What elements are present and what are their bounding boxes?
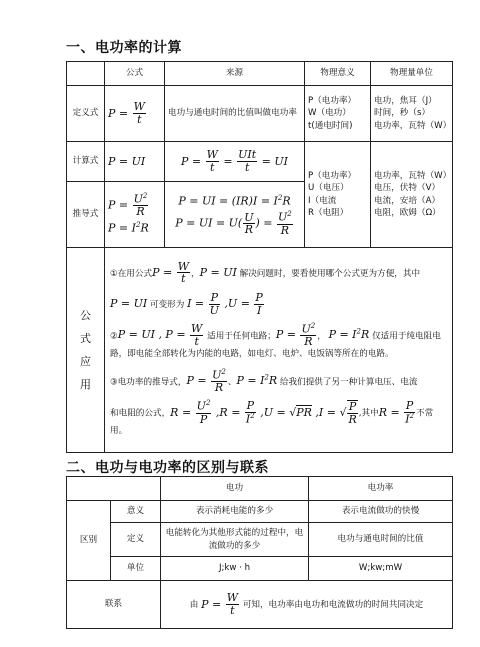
row-label-definition: 定义式 [67, 86, 105, 142]
link-label: 联系 [67, 581, 161, 629]
header-formula: 公式 [105, 62, 165, 86]
corner-cell [67, 62, 105, 86]
header-source: 来源 [165, 62, 305, 86]
row-label-meaning: 意义 [111, 501, 161, 523]
app-paragraph-3: ③电功率的推导式，P = $\frac{U^2}{R}$ 、$P = I^2R$ 给我们提供了另一种计算电压、电流 [110, 367, 418, 394]
section-2-title: 二、电功与电功率的区别与联系 [66, 460, 269, 476]
header-meaning: 物理意义 [305, 62, 371, 86]
work-definition: 电能转化为其他形式能的过程中，电流做功的多少 [161, 523, 309, 557]
work-vs-power-table [66, 476, 453, 629]
row-label-calculation: 计算式 [67, 142, 105, 182]
power-calculation-table [66, 61, 453, 453]
application-label: 公 式 应 用 [67, 248, 105, 453]
power-meaning: 表示电流做功的快慢 [309, 501, 453, 523]
difference-label: 区别 [67, 501, 111, 581]
app-paragraph-1: ①在用公式P = $\frac{W}{t}$ ，P = UI 解决问题时，要看使用哪个公式更为方便，其中 [110, 259, 421, 286]
app-paragraph-2: ②P = UI , P = $\frac{W}{t}$ 适用于任何电路；P = $\frac{U^2}{R}$ ， $P = I^2R$ 仅适用于纯电阻电路，即电能全部转化为内能的电路，如电灯、电炉、电饭锅等所在的电路。 [110, 322, 441, 359]
work-unit: J;kw · h [161, 557, 309, 581]
row-label-derived: 推导式 [67, 182, 105, 248]
header-power: 电功率 [309, 477, 453, 501]
row-label-definition-2: 定义 [111, 523, 161, 557]
definition-meaning: P（电功率） W（电功） t(通电时间) [305, 86, 371, 142]
work-meaning: 表示消耗电能的多少 [161, 501, 309, 523]
definition-units: 电功，焦耳（J） 时间，秒（s） 电功率，瓦特（W） [371, 86, 453, 142]
power-unit: W;kw;mW [309, 557, 453, 581]
power-definition: 电功与通电时间的比值 [309, 523, 453, 557]
definition-source: 电功与通电时间的比值叫做电功率 [165, 86, 305, 142]
app-paragraph-1b: P = UI 可变形为 I = $\frac{P}{U}$ ,U = $\frac{P}{I}$ [110, 290, 263, 317]
corner-cell-2 [67, 477, 161, 501]
header-unit: 物理量单位 [371, 62, 453, 86]
app-paragraph-3b: 和电阻的公式，R = $\frac{U^2}{P}$ ,R = $\frac{P}{I^2}$ ,U = √PR ,I = √ $\frac{P}{R}$ ,其中R = $\frac{P}{I^2}$ 不常用。 [110, 399, 434, 437]
calculation-source: P = $\frac{W}{t}$ = UIt t = UI [165, 142, 305, 182]
definition-formula: P = $\frac{W}{t}$ [105, 86, 165, 142]
row-label-unit: 单位 [111, 557, 161, 581]
derived-source: P = UI = $(IR)I = I^2R$ P = UI = U( $\frac{U}{R}$ ) = $\frac{U^2}{R}$ [165, 182, 305, 248]
header-work: 电功 [161, 477, 309, 501]
calc-meaning: P（电功率） U（电压） I（电流 R（电阻） [305, 142, 371, 248]
section-1-title: 一、电功率的计算 [66, 40, 182, 56]
application-content [105, 248, 453, 453]
calculation-formula: P = UI [105, 142, 165, 182]
link-text: 由 P = $\frac{W}{t}$ 可知，电功率由电功和电流做功的时间共同决定 [161, 581, 453, 629]
calc-units: 电功率，瓦特（W） 电压，伏特（V） 电流，安培（A） 电阻，欧姆（Ω） [371, 142, 453, 248]
derived-formula: P = $\frac{U^2}{R}$ $P = I^2R$ [105, 182, 165, 248]
